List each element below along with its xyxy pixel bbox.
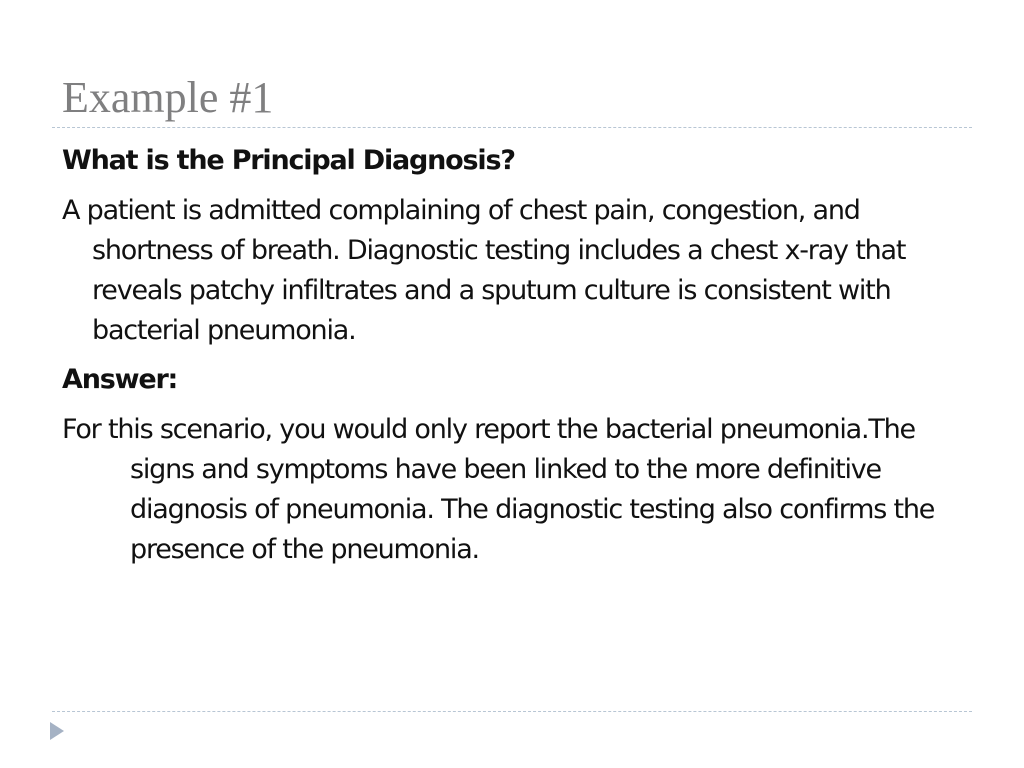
question-heading: What is the Principal Diagnosis? bbox=[62, 145, 515, 176]
slide-title: Example #1 bbox=[62, 73, 274, 122]
title-divider bbox=[52, 127, 972, 128]
footer-divider bbox=[52, 711, 972, 712]
play-triangle-icon[interactable] bbox=[50, 722, 64, 740]
answer-text: For this scenario, you would only report the bacterial pneumonia.The signs and symptoms have been linked to the more definitive diagnosis of pneumonia. The diagnostic testing also confirms the presence of the pneumonia. bbox=[62, 414, 935, 565]
scenario-text: A patient is admitted complaining of chest pain, congestion, and shortness of breath. Diagnostic testing includes a chest x-ray that reveals patchy infiltrates and a sputum culture is consistent with bacterial pneumonia. bbox=[62, 195, 906, 346]
answer-heading: Answer: bbox=[62, 364, 178, 395]
slide-content bbox=[62, 141, 962, 570]
